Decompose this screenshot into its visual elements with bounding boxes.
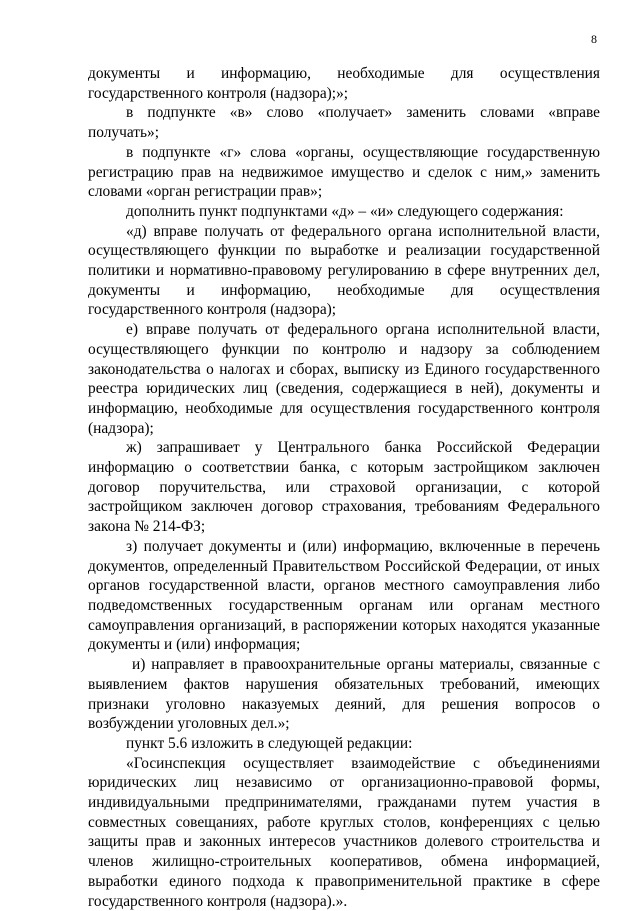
paragraph-point-5-6: пункт 5.6 изложить в следующей редакции: bbox=[126, 734, 413, 752]
paragraph-continuation: документы и информацию, необходимые для осуществления государственного контроля (надзора);»; bbox=[88, 65, 600, 102]
paragraph-gosinspekciya: «Госинспекция осуществляет взаимодействие с объединениями юридических лиц независимо от организационно-правовой формы, индивидуальными предпринимателями, гражданами путем участия в совместных совещаниях, работе круглых столов, конференциях с целью защиты прав и законных интересов участников долевого строительства и членов жилищно-строительных кооперативов, обмена информацией, выработки единого подхода к правоприменительной практике в сфере государственного контроля (надзора).». bbox=[88, 754, 600, 910]
paragraph-subitem-v: в подпункте «в» слово «получает» заменить словами «вправе получать»; bbox=[88, 104, 600, 142]
document-body bbox=[88, 64, 600, 911]
paragraph-subitem-i: и) направляет в правоохранительные органы материалы, связанные с выявлением фактов нарушения обязательных требований, имеющих признаки уголовно наказуемых деяний, для решения вопросов о возбуждении уголовных дел.»; bbox=[88, 656, 600, 733]
paragraph-subitem-z: з) получает документы и (или) информацию, включенные в перечень документов, определенный Правительством Российской Федерации, от иных органов государственной власти, органов местного самоуправления либо подведомственных государственным органам или органам местного самоуправления организаций, в распоряжении которых находятся указанные документы и (или) информация; bbox=[88, 537, 600, 654]
paragraph-add-subitems: дополнить пункт подпунктами «д» – «и» следующего содержания: bbox=[126, 202, 564, 220]
paragraph-subitem-d: «д) вправе получать от федерального органа исполнительной власти, осуществляющего функции по выработке и реализации государственной политики и нормативно-правовому регулированию в сфере внутренних дел, документы и информацию, необходимые для осуществления государственного контроля (надзора); bbox=[88, 222, 600, 319]
paragraph-subitem-e: е) вправе получать от федерального органа исполнительной власти, осуществляющего функции по контролю и надзору за соблюдением законодательства о налогах и сборах, выписку из Единого государственного реестра юридических лиц (сведения, содержащиеся в ней), документы и информацию, необходимые для осуществления государственного контроля (надзора); bbox=[88, 321, 600, 437]
paragraph-subitem-zh: ж) запрашивает у Центрального банка Российской Федерации информацию о соответствии банка, с которым застройщиком заключен договор поручительства, или страховой организации, с которой застройщиком заключен договор страхования, требованиям Федерального закона № 214-ФЗ; bbox=[88, 439, 600, 536]
page-number: 8 bbox=[591, 32, 597, 46]
paragraph-subitem-g: в подпункте «г» слова «органы, осуществляющие государственную регистрацию прав на недвижимое имущество и сделок с ним,» заменить словами «орган регистрации прав»; bbox=[88, 143, 600, 201]
